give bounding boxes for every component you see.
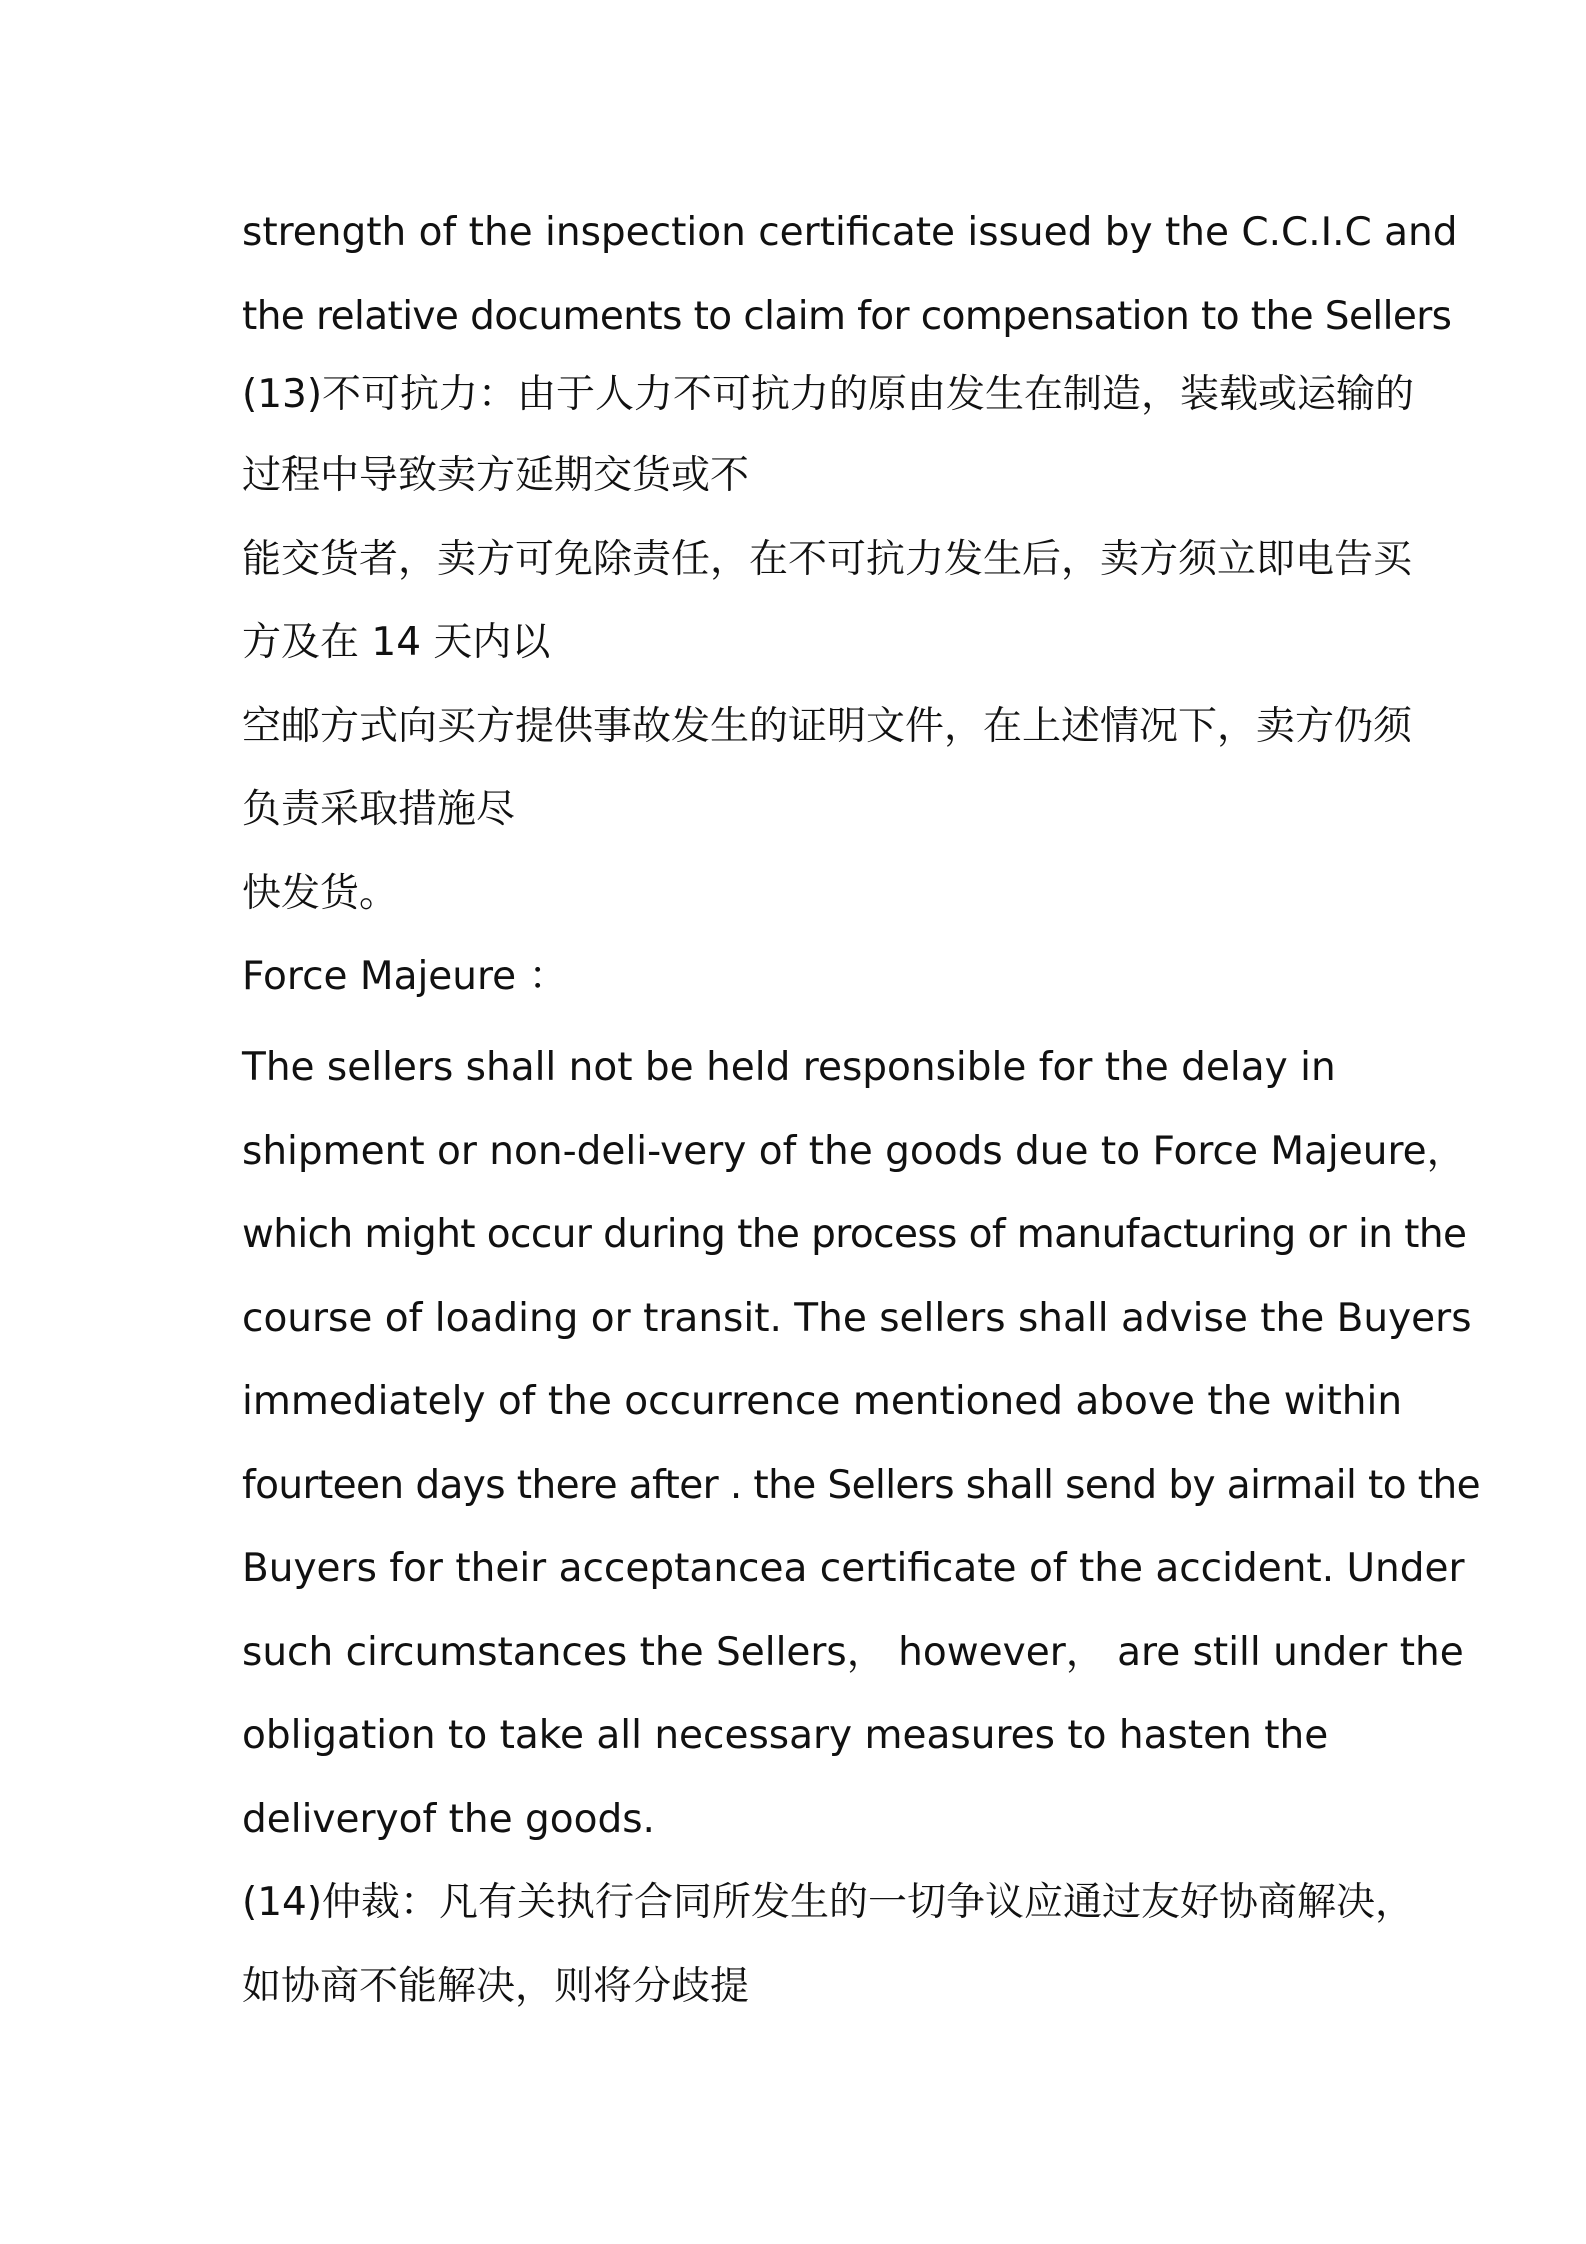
text-line-4: 过程中导致卖方延期交货或不 xyxy=(242,453,750,498)
text-line-20: deliveryof the goods. xyxy=(242,1797,655,1842)
text-line-16: fourteen days there after . the Sellers shall send by airmail to the xyxy=(242,1463,1480,1508)
text-line-9: 快发货。 xyxy=(242,871,399,916)
text-line-19: obligation to take all necessary measures to hasten the xyxy=(242,1713,1329,1758)
text-line-6: 方及在 14 天内以 xyxy=(242,620,551,665)
text-line-18: such circumstances the Sellers， however， are still under the xyxy=(242,1630,1464,1675)
text-line-5: 能交货者，卖方可免除责任，在不可抗力发生后，卖方须立即电告买 xyxy=(242,537,1413,582)
text-line-21: (14)仲裁：凡有关执行合同所发生的一切争议应通过友好协商解决， xyxy=(242,1880,1415,1925)
text-line-22: 如协商不能解决，则将分歧提 xyxy=(242,1964,750,2009)
text-line-8: 负责采取措施尽 xyxy=(242,787,516,832)
text-line-13: which might occur during the process of manufacturing or in the xyxy=(242,1212,1467,1257)
text-line-3: (13)不可抗力：由于人力不可抗力的原由发生在制造，装载或运输的 xyxy=(242,372,1415,417)
text-line-15: immediately of the occurrence mentioned above the within xyxy=(242,1379,1403,1424)
text-line-7: 空邮方式向买方提供事故发生的证明文件，在上述情况下，卖方仍须 xyxy=(242,704,1413,749)
text-line-14: course of loading or transit. The sellers shall advise the Buyers xyxy=(242,1296,1472,1341)
text-line-2: the relative documents to claim for compensation to the Sellers xyxy=(242,294,1452,339)
text-line-1: strength of the inspection certificate issued by the C.C.I.C and xyxy=(242,210,1458,255)
text-line-11: The sellers shall not be held responsible for the delay in xyxy=(242,1045,1336,1090)
text-line-17: Buyers for their acceptancea certificate of the accident. Under xyxy=(242,1546,1465,1591)
text-line-10: Force Majeure ： xyxy=(242,954,568,999)
text-line-12: shipment or non-deli-very of the goods due to Force Majeure， xyxy=(242,1129,1466,1174)
